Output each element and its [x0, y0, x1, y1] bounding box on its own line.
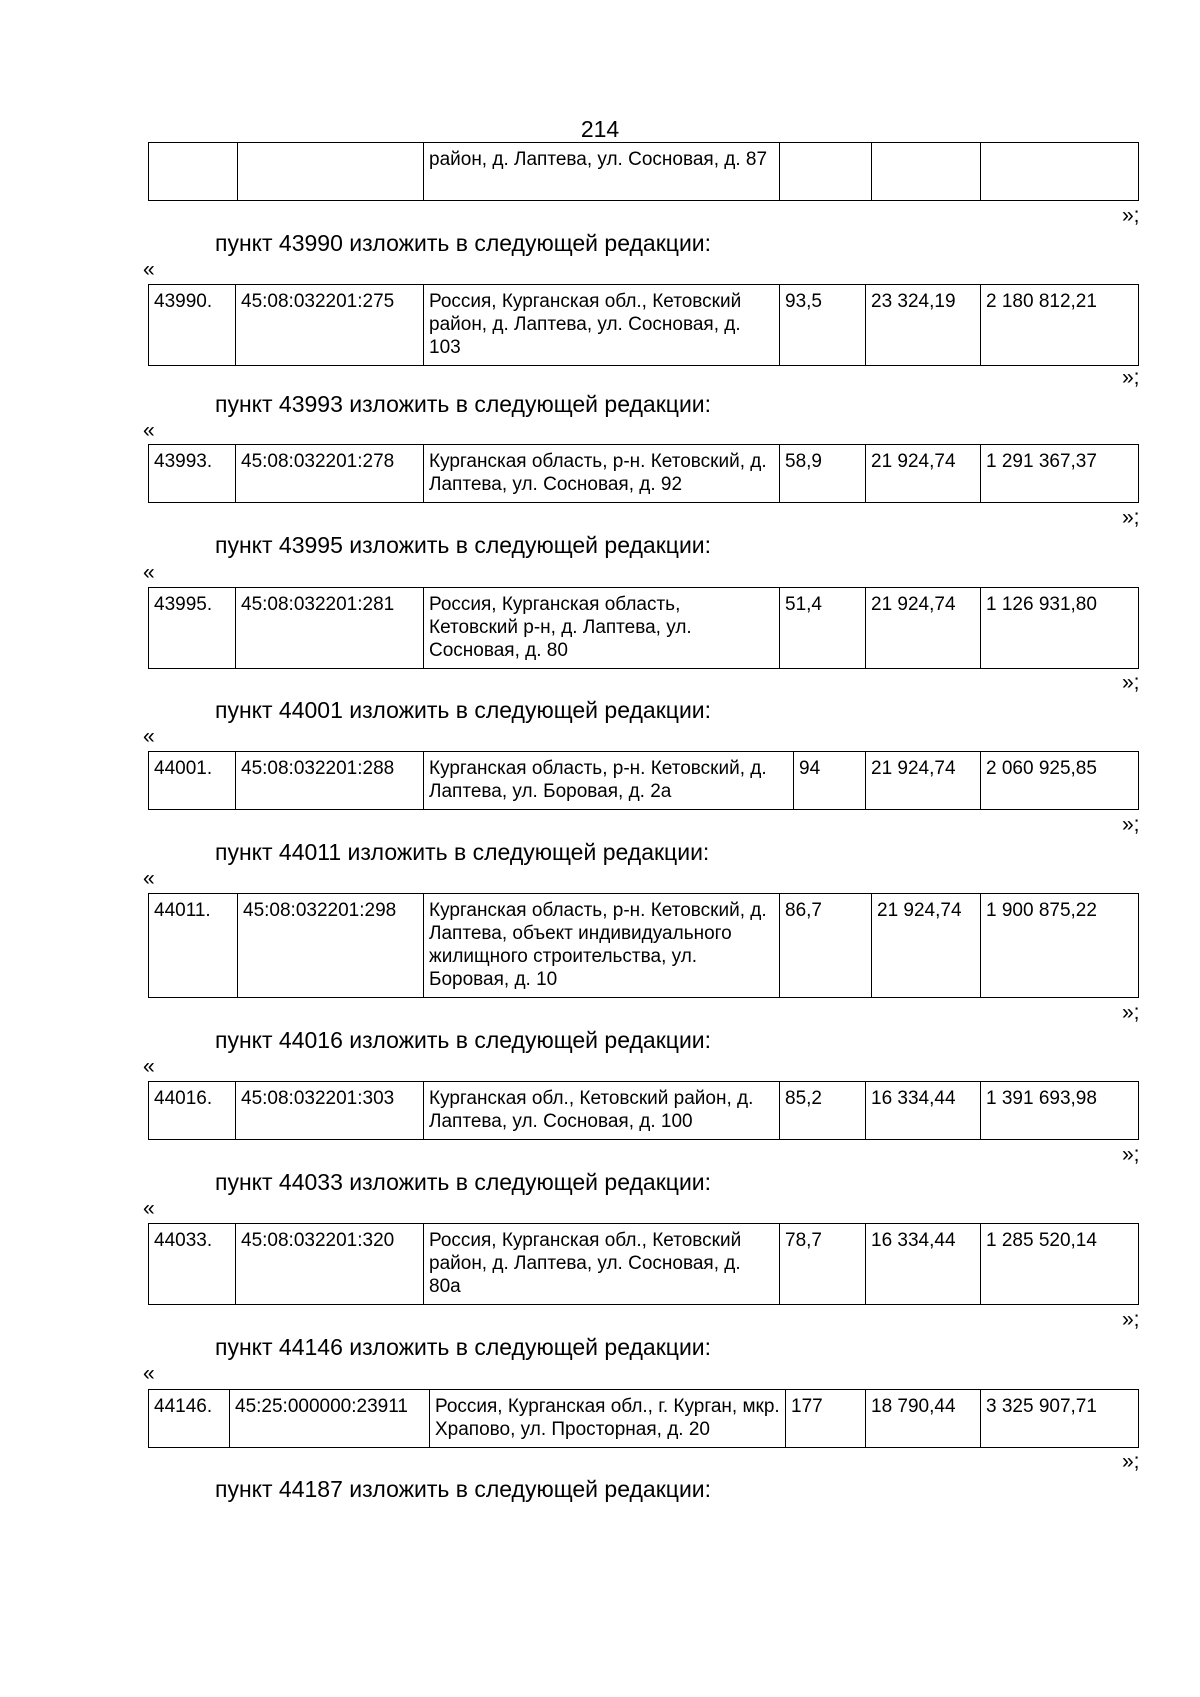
cell-area: 86,7: [780, 894, 872, 998]
record-table: [148, 893, 1139, 998]
record-table: [148, 444, 1139, 503]
opening-quote: «: [143, 1362, 155, 1385]
amendment-instruction: пункт 44146 изложить в следующей редакции:: [215, 1334, 712, 1360]
closing-quote: »;: [1122, 1001, 1140, 1024]
cell-num: 44011.: [149, 894, 238, 998]
cell-area: 94: [794, 752, 866, 810]
table-row: [149, 1224, 1139, 1305]
record-table: [148, 1081, 1139, 1140]
cell-value: 2 180 812,21: [981, 285, 1139, 366]
table-row: [149, 285, 1139, 366]
table-row: [149, 752, 1139, 810]
closing-quote: »;: [1122, 204, 1140, 227]
table-row: [149, 143, 1139, 201]
table-row: [149, 1390, 1139, 1448]
cell-rate: 21 924,74: [872, 894, 981, 998]
closing-quote: »;: [1122, 506, 1140, 529]
cell-area: 58,9: [780, 445, 866, 503]
table-row: [149, 1082, 1139, 1140]
cell-num: 44146.: [149, 1390, 230, 1448]
cell-num: 43990.: [149, 285, 236, 366]
cell-rate: 23 324,19: [866, 285, 981, 366]
opening-quote: «: [143, 725, 155, 748]
cell-cadastral: 45:08:032201:298: [238, 894, 424, 998]
cell-num: 44001.: [149, 752, 236, 810]
table-row: [149, 445, 1139, 503]
amendment-instruction: пункт 44011 изложить в следующей редакции:: [215, 839, 710, 865]
cell-rate: 21 924,74: [866, 445, 981, 503]
cell-area: 51,4: [780, 588, 866, 669]
cell-num: 44033.: [149, 1224, 236, 1305]
record-table: [148, 751, 1139, 810]
record-table: [148, 1389, 1139, 1448]
cell-value: 2 060 925,85: [981, 752, 1139, 810]
cell-cadastral: 45:25:000000:23911: [230, 1390, 430, 1448]
cell-value: 1 391 693,98: [981, 1082, 1139, 1140]
cell-rate: 16 334,44: [866, 1082, 981, 1140]
closing-quote: »;: [1122, 1143, 1140, 1166]
cell-address: Курганская обл., Кетовский район, д. Лаптева, ул. Сосновая, д. 100: [424, 1082, 780, 1140]
amendment-instruction: пункт 44016 изложить в следующей редакции:: [215, 1027, 712, 1053]
table-row: [149, 588, 1139, 669]
cell-address: Курганская область, р-н. Кетовский, д. Лаптева, ул. Сосновая, д. 92: [424, 445, 780, 503]
amendment-instruction: пункт 43993 изложить в следующей редакции:: [215, 391, 712, 417]
cell-cadastral: 45:08:032201:303: [236, 1082, 424, 1140]
cell-cadastral: 45:08:032201:281: [236, 588, 424, 669]
closing-quote: »;: [1122, 813, 1140, 836]
cell-address: Россия, Курганская обл., Кетовский район, д. Лаптева, ул. Сосновая, д. 103: [424, 285, 780, 366]
cell-address: Курганская область, р-н. Кетовский, д. Лаптева, объект индивидуального жилищного строительства, ул. Боровая, д. 10: [424, 894, 780, 998]
cell-address: Курганская область, р-н. Кетовский, д. Лаптева, ул. Боровая, д. 2а: [424, 752, 794, 810]
amendment-instruction: пункт 43990 изложить в следующей редакции:: [215, 230, 712, 256]
continuation-table: [148, 142, 1139, 201]
cell-rate: 21 924,74: [866, 752, 981, 810]
cell-rate: 21 924,74: [866, 588, 981, 669]
amendment-instruction: пункт 44001 изложить в следующей редакции:: [215, 697, 712, 723]
cell-rate: 18 790,44: [866, 1390, 981, 1448]
closing-quote: »;: [1122, 1450, 1140, 1473]
cell-area: 78,7: [780, 1224, 866, 1305]
cell-cadastral: [238, 143, 424, 201]
cell-area: 93,5: [780, 285, 866, 366]
record-table: [148, 284, 1139, 366]
cell-num: [149, 143, 238, 201]
closing-quote: »;: [1122, 671, 1140, 694]
cell-area: [780, 143, 872, 201]
record-table: [148, 587, 1139, 669]
cell-address: Россия, Курганская область, Кетовский р-н, д. Лаптева, ул. Сосновая, д. 80: [424, 588, 780, 669]
cell-address: район, д. Лаптева, ул. Сосновая, д. 87: [424, 143, 780, 201]
cell-num: 44016.: [149, 1082, 236, 1140]
opening-quote: «: [143, 1055, 155, 1078]
cell-address: Россия, Курганская обл., Кетовский район, д. Лаптева, ул. Сосновая, д. 80а: [424, 1224, 780, 1305]
opening-quote: «: [143, 419, 155, 442]
cell-num: 43995.: [149, 588, 236, 669]
opening-quote: «: [143, 1197, 155, 1220]
page-number: 214: [580, 116, 620, 142]
cell-cadastral: 45:08:032201:288: [236, 752, 424, 810]
cell-area: 85,2: [780, 1082, 866, 1140]
cell-cadastral: 45:08:032201:278: [236, 445, 424, 503]
closing-quote: »;: [1122, 366, 1140, 389]
opening-quote: «: [143, 867, 155, 890]
cell-num: 43993.: [149, 445, 236, 503]
amendment-instruction: пункт 44033 изложить в следующей редакции:: [215, 1169, 712, 1195]
closing-quote: »;: [1122, 1308, 1140, 1331]
cell-value: 1 291 367,37: [981, 445, 1139, 503]
cell-rate: 16 334,44: [866, 1224, 981, 1305]
cell-area: 177: [786, 1390, 866, 1448]
cell-address: Россия, Курганская обл., г. Курган, мкр. Храпово, ул. Просторная, д. 20: [430, 1390, 786, 1448]
cell-value: 1 126 931,80: [981, 588, 1139, 669]
opening-quote: «: [143, 561, 155, 584]
amendment-instruction: пункт 43995 изложить в следующей редакции:: [215, 532, 712, 558]
cell-value: 1 285 520,14: [981, 1224, 1139, 1305]
amendment-instruction: пункт 44187 изложить в следующей редакции:: [215, 1476, 712, 1502]
cell-value: 3 325 907,71: [981, 1390, 1139, 1448]
table-row: [149, 894, 1139, 998]
opening-quote: «: [143, 258, 155, 281]
cell-value: [981, 143, 1139, 201]
cell-cadastral: 45:08:032201:320: [236, 1224, 424, 1305]
cell-rate: [872, 143, 981, 201]
cell-value: 1 900 875,22: [981, 894, 1139, 998]
cell-cadastral: 45:08:032201:275: [236, 285, 424, 366]
record-table: [148, 1223, 1139, 1305]
